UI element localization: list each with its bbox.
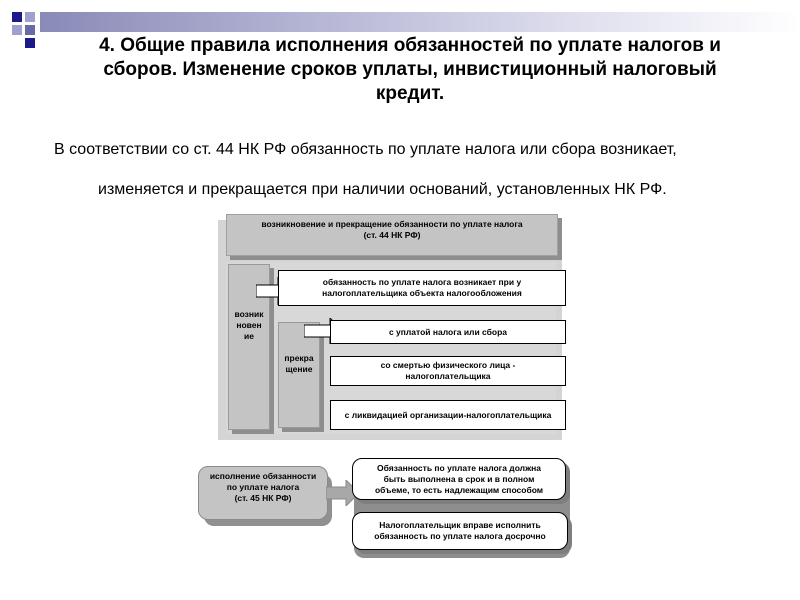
termination-item-label: с ликвидацией организации-налогоплательщика [344, 409, 552, 420]
outcome-box-1 [352, 458, 566, 500]
decor-square [12, 25, 22, 35]
outcome-line: быть выполнена в срок и в полном [383, 473, 535, 484]
intro-line-1: В соответствии со ст. 44 НК РФ обязанность по уплате налога или сбора возникает, [54, 141, 677, 158]
intro-line-2: изменяется и прекращается при наличии оснований, установленных НК РФ. [98, 181, 667, 198]
outcome-line: Налогоплательщик вправе исполнить [379, 520, 541, 530]
outcome-line: обязанность по уплате налога досрочно [374, 531, 546, 541]
termination-item-label: налогоплательщика [405, 371, 491, 381]
origin-label: возник [234, 309, 264, 319]
origin-label: ие [244, 331, 254, 341]
execution-label: (ст. 45 НК РФ) [234, 493, 292, 503]
origin-box-line: налогоплательщика объекта налогообложения [322, 288, 522, 298]
title-line: сборов. Изменение сроков уплаты, инвистиционный налоговый [103, 59, 717, 80]
decor-square [25, 12, 35, 22]
origin-box [278, 270, 566, 306]
title-line: 4. Общие правила исполнения обязанностей по уплате налогов и [99, 35, 721, 56]
termination-item-label: со смертью физического лица - [380, 360, 516, 370]
header-gradient-bar [40, 12, 800, 32]
termination-item [330, 320, 566, 344]
execution-label: по уплате налога [226, 482, 300, 492]
decor-square [25, 25, 35, 35]
outcome-line: Обязанность по уплате налога должна [377, 462, 541, 473]
title-line: кредит. [375, 83, 445, 104]
outcome-line: объеме, то есть надлежащим способом [374, 484, 544, 495]
execution-block [198, 466, 328, 520]
execution-label: исполнение обязанности [209, 471, 317, 481]
termination-item-label: с уплатой налога или сбора [388, 326, 508, 337]
termination-label: щение [285, 364, 313, 374]
diagram1-header [226, 214, 558, 256]
diagram1-header-line: (ст. 44 НК РФ) [363, 230, 421, 240]
origin-label: новен [236, 320, 262, 330]
termination-item [330, 400, 566, 430]
diagram1-header-line: возникновение и прекращение обязанности по уплате налога [261, 219, 523, 229]
termination-item [330, 356, 566, 386]
outcome-box-2 [352, 512, 568, 550]
termination-label: прекра [284, 353, 314, 363]
decor-square [12, 12, 22, 22]
slide-title [60, 34, 760, 106]
origin-box-line: обязанность по уплате налога возникает при у [322, 277, 522, 287]
decor-square [25, 38, 35, 48]
